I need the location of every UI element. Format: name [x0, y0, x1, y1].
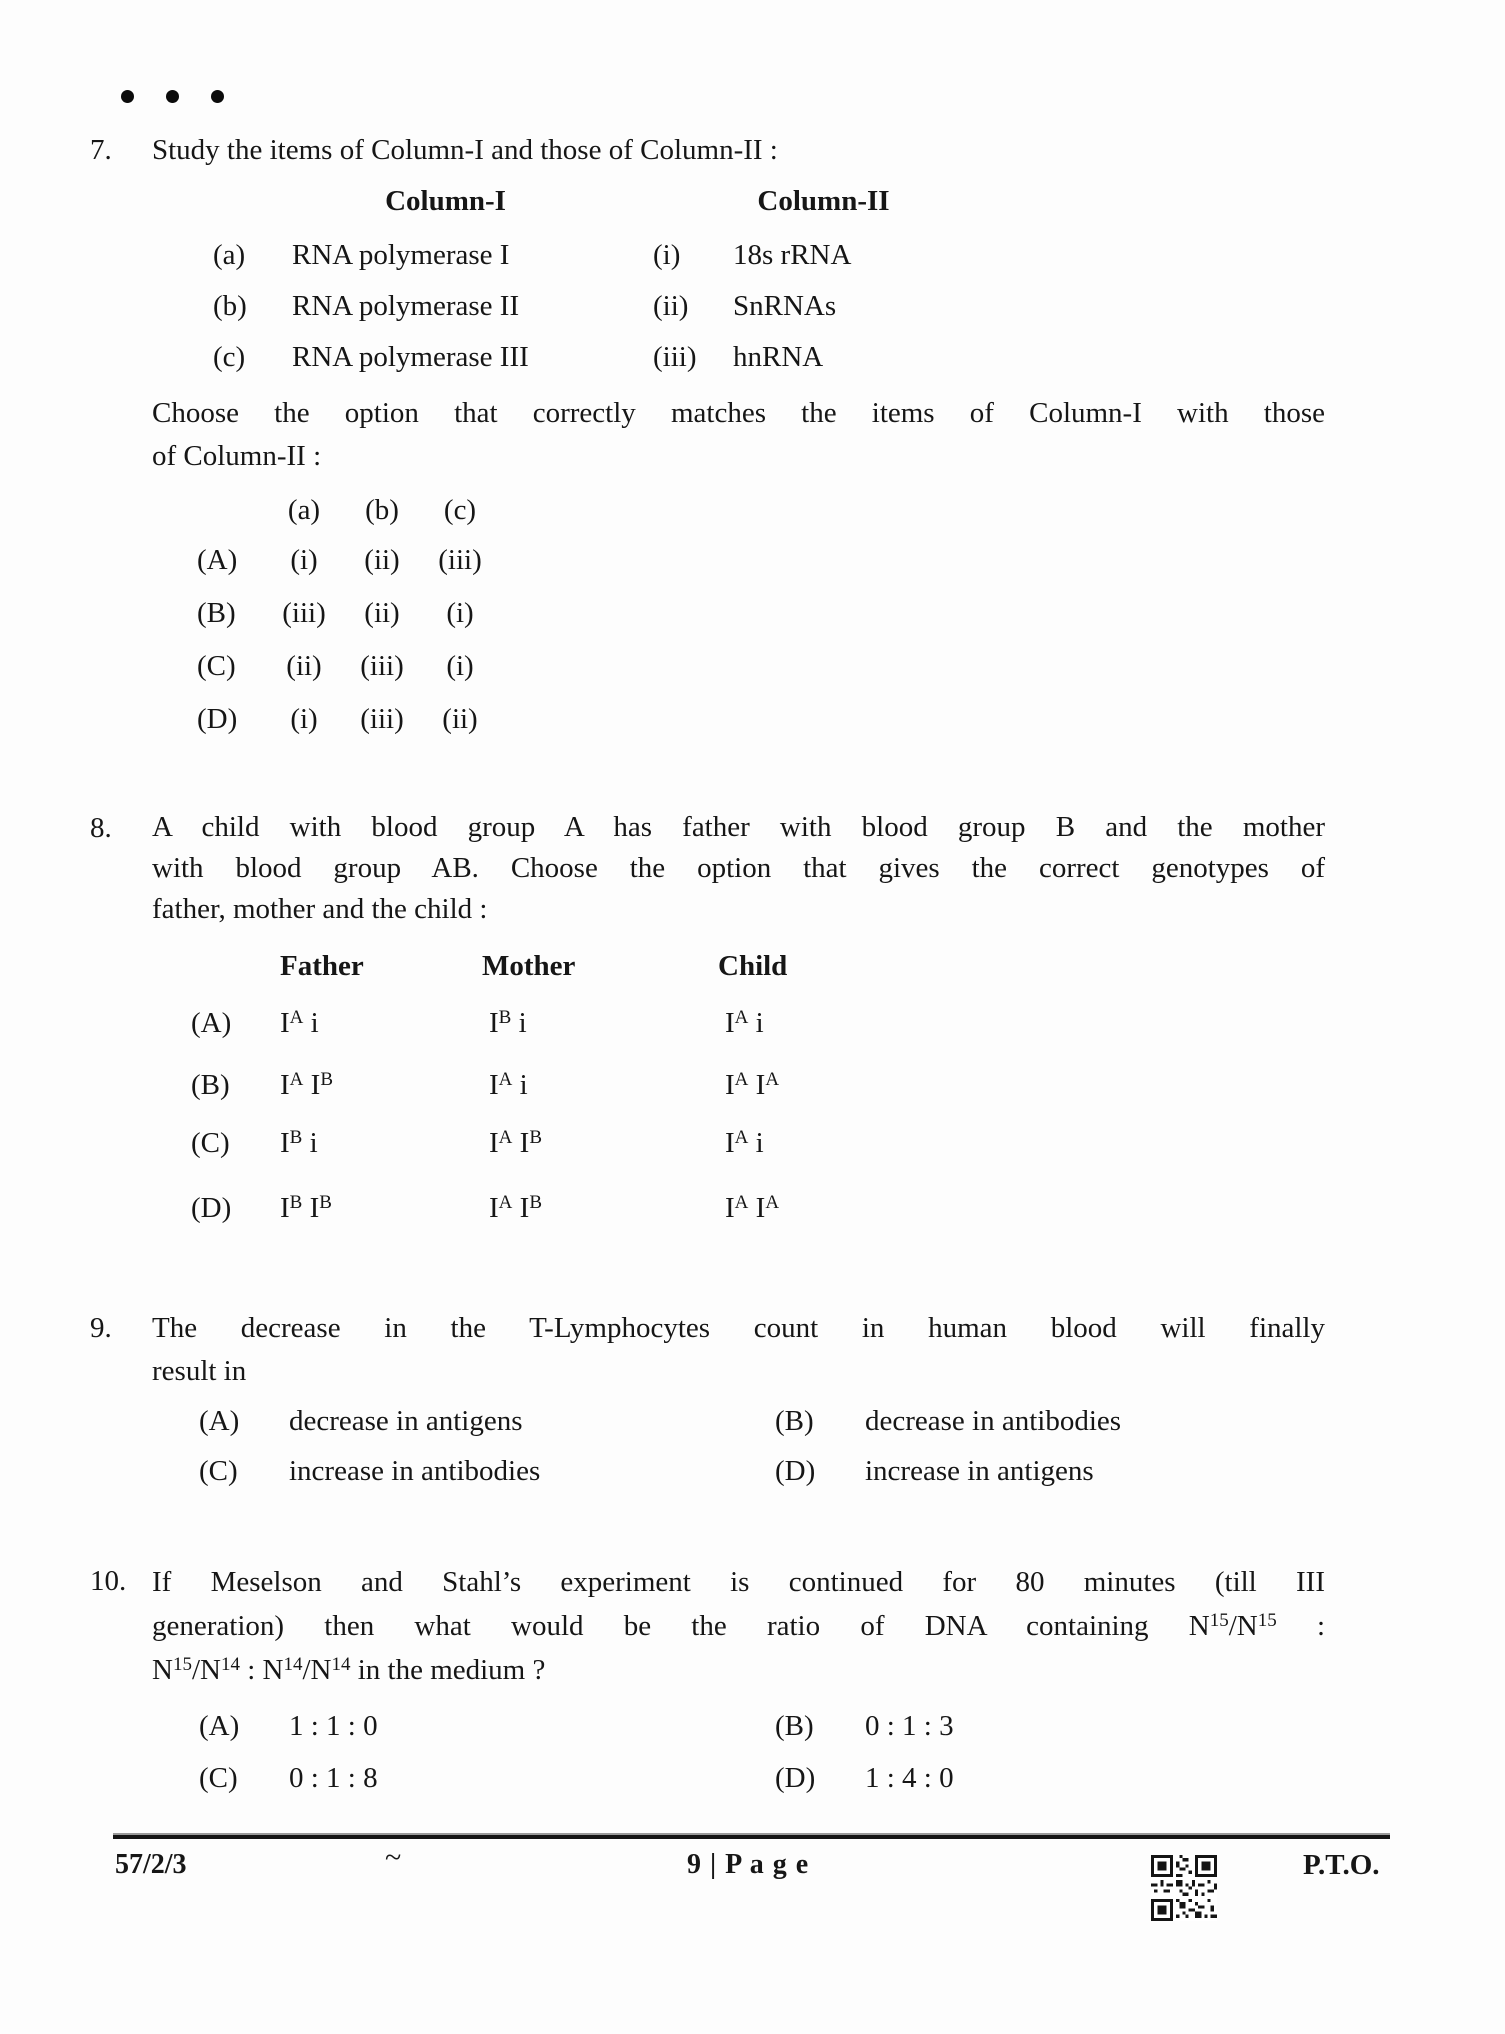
child-genotype: $I^A$ i [725, 1007, 764, 1039]
column2-item: 18s rRNA [733, 239, 852, 271]
question-9-text: The decrease in the T-Lymphocytes count in human blood will finally result in [152, 1312, 1325, 1387]
option-text: decrease in antigens [289, 1405, 523, 1437]
footer-rule [113, 1833, 1390, 1839]
question-7-number: 7. [90, 134, 112, 166]
column2-item: hnRNA [733, 341, 824, 373]
mother-genotype: $I^B$ i [489, 1007, 527, 1039]
bullet-dot-icon [121, 90, 134, 103]
column1-item: RNA polymerase III [292, 341, 529, 373]
child-genotype: $I^A$ $I^A$ [725, 1069, 780, 1101]
option-cell: (i) [446, 650, 474, 682]
genotype-table-header [152, 945, 1325, 987]
option-text: 1 : 1 : 0 [289, 1710, 378, 1742]
option-cell: (iii) [438, 544, 482, 576]
option-text: 0 : 1 : 8 [289, 1762, 378, 1794]
grid-header-c: (c) [443, 494, 477, 526]
option-row-B [152, 592, 1325, 634]
match-row-b [152, 285, 1325, 327]
question-8-number: 8. [90, 812, 112, 844]
row-label: (c) [213, 341, 246, 373]
tilde-mark: ~ [385, 1841, 402, 1874]
option-label: (C) [197, 650, 236, 682]
option-cell: (ii) [442, 703, 478, 735]
options-row-2 [152, 1450, 1325, 1492]
option-label: (C) [191, 1127, 230, 1159]
choose-line-1: Choose the option that correctly matches the items of Column-I with those [152, 397, 1325, 429]
option-row-C [152, 645, 1325, 687]
bullet-dot-icon [211, 90, 224, 103]
page-number: 9 | P a g e [687, 1849, 810, 1880]
option-label: (A) [197, 544, 238, 576]
option-label: (D) [775, 1762, 816, 1794]
match-row-a [152, 234, 1325, 276]
page-marker-dots [121, 90, 1325, 103]
option-label: (C) [199, 1762, 238, 1794]
option-cell: (ii) [286, 650, 322, 682]
option-label: (D) [191, 1192, 232, 1224]
genotype-row-B [152, 1064, 1325, 1106]
option-grid-header [152, 489, 1325, 531]
question-10-number: 10. [90, 1565, 127, 1597]
pto-label: P.T.O. [1303, 1849, 1380, 1881]
column-2-header: Column-II [757, 185, 890, 217]
option-text: increase in antibodies [289, 1455, 541, 1487]
column1-item: RNA polymerase II [292, 290, 520, 322]
option-text: 1 : 4 : 0 [865, 1762, 954, 1794]
option-cell: (ii) [364, 597, 400, 629]
column1-item: RNA polymerase I [292, 239, 510, 271]
question-10 [90, 1560, 1325, 1799]
option-cell: (iii) [360, 703, 404, 735]
question-7-choose-text [152, 392, 1325, 478]
mother-genotype: $I^A$ $I^B$ [489, 1127, 543, 1159]
column-1-header: Column-I [385, 185, 506, 217]
options-row-2 [152, 1757, 1325, 1799]
option-label: (B) [775, 1405, 814, 1437]
father-header: Father [280, 950, 364, 982]
question-7 [90, 129, 1325, 740]
father-genotype: $I^B$ i [280, 1127, 318, 1159]
option-cell: (i) [290, 703, 318, 735]
options-row-1 [152, 1705, 1325, 1747]
option-text: 0 : 1 : 3 [865, 1710, 954, 1742]
row-key: (i) [653, 239, 681, 271]
question-7-text: Study the items of Column-I and those of Column-II : [152, 134, 778, 166]
mother-header: Mother [482, 950, 576, 982]
option-label: (A) [199, 1710, 240, 1742]
option-label: (A) [199, 1405, 240, 1437]
father-genotype: $I^B$ $I^B$ [280, 1192, 332, 1224]
match-table-header [152, 180, 1325, 222]
option-cell: (iii) [282, 597, 326, 629]
option-label: (B) [191, 1069, 230, 1101]
genotype-row-D [152, 1187, 1325, 1229]
option-label: (B) [775, 1710, 814, 1742]
qr-code-icon [1151, 1855, 1217, 1921]
genotype-row-C [152, 1122, 1325, 1164]
father-genotype: $I^A$ $I^B$ [280, 1069, 334, 1101]
father-genotype: $I^A$ i [280, 1007, 319, 1039]
row-key: (iii) [653, 341, 697, 373]
option-cell: (ii) [364, 544, 400, 576]
row-key: (ii) [653, 290, 689, 322]
option-label: (B) [197, 597, 236, 629]
grid-header-b: (b) [365, 494, 399, 526]
option-row-D [152, 698, 1325, 740]
child-genotype: $I^A$ $I^A$ [725, 1192, 780, 1224]
option-label: (A) [191, 1007, 232, 1039]
option-label: (C) [199, 1455, 238, 1487]
options-row-1 [152, 1400, 1325, 1442]
mother-genotype: $I^A$ $I^B$ [489, 1192, 543, 1224]
child-genotype: $I^A$ i [725, 1127, 764, 1159]
option-text: decrease in antibodies [865, 1405, 1122, 1437]
row-label: (b) [213, 290, 247, 322]
option-cell: (i) [446, 597, 474, 629]
option-row-A [152, 539, 1325, 581]
question-9 [90, 1307, 1325, 1492]
question-10-text: If Meselson and Stahl’s experiment is continued for 80 minutes (till III generation) then what would be the ratio of DNA containing $N^{15}/N^{15}$ : $N^{15}/N^{14}$ : $N^{14}/N^{14}$ in the medium ? [152, 1566, 1325, 1686]
question-8 [90, 807, 1325, 1229]
mother-genotype: $I^A$ i [489, 1069, 528, 1101]
row-label: (a) [213, 239, 246, 271]
question-8-text: A child with blood group A has father with blood group B and the mother with blood group AB. Choose the option that gives the correct genotypes of father, mother and the child : [152, 811, 1325, 925]
match-row-c [152, 336, 1325, 378]
option-cell: (iii) [360, 650, 404, 682]
child-header: Child [718, 950, 788, 982]
option-text: increase in antigens [865, 1455, 1094, 1487]
paper-code: 57/2/3 [115, 1849, 187, 1880]
page-footer [113, 1833, 1390, 1881]
grid-header-a: (a) [287, 494, 321, 526]
bullet-dot-icon [166, 90, 179, 103]
option-cell: (i) [290, 544, 318, 576]
choose-line-2: of Column-II : [152, 440, 322, 472]
question-9-number: 9. [90, 1312, 112, 1344]
column2-item: SnRNAs [733, 290, 837, 322]
genotype-row-A [152, 1002, 1325, 1044]
option-label: (D) [197, 703, 238, 735]
option-label: (D) [775, 1455, 816, 1487]
